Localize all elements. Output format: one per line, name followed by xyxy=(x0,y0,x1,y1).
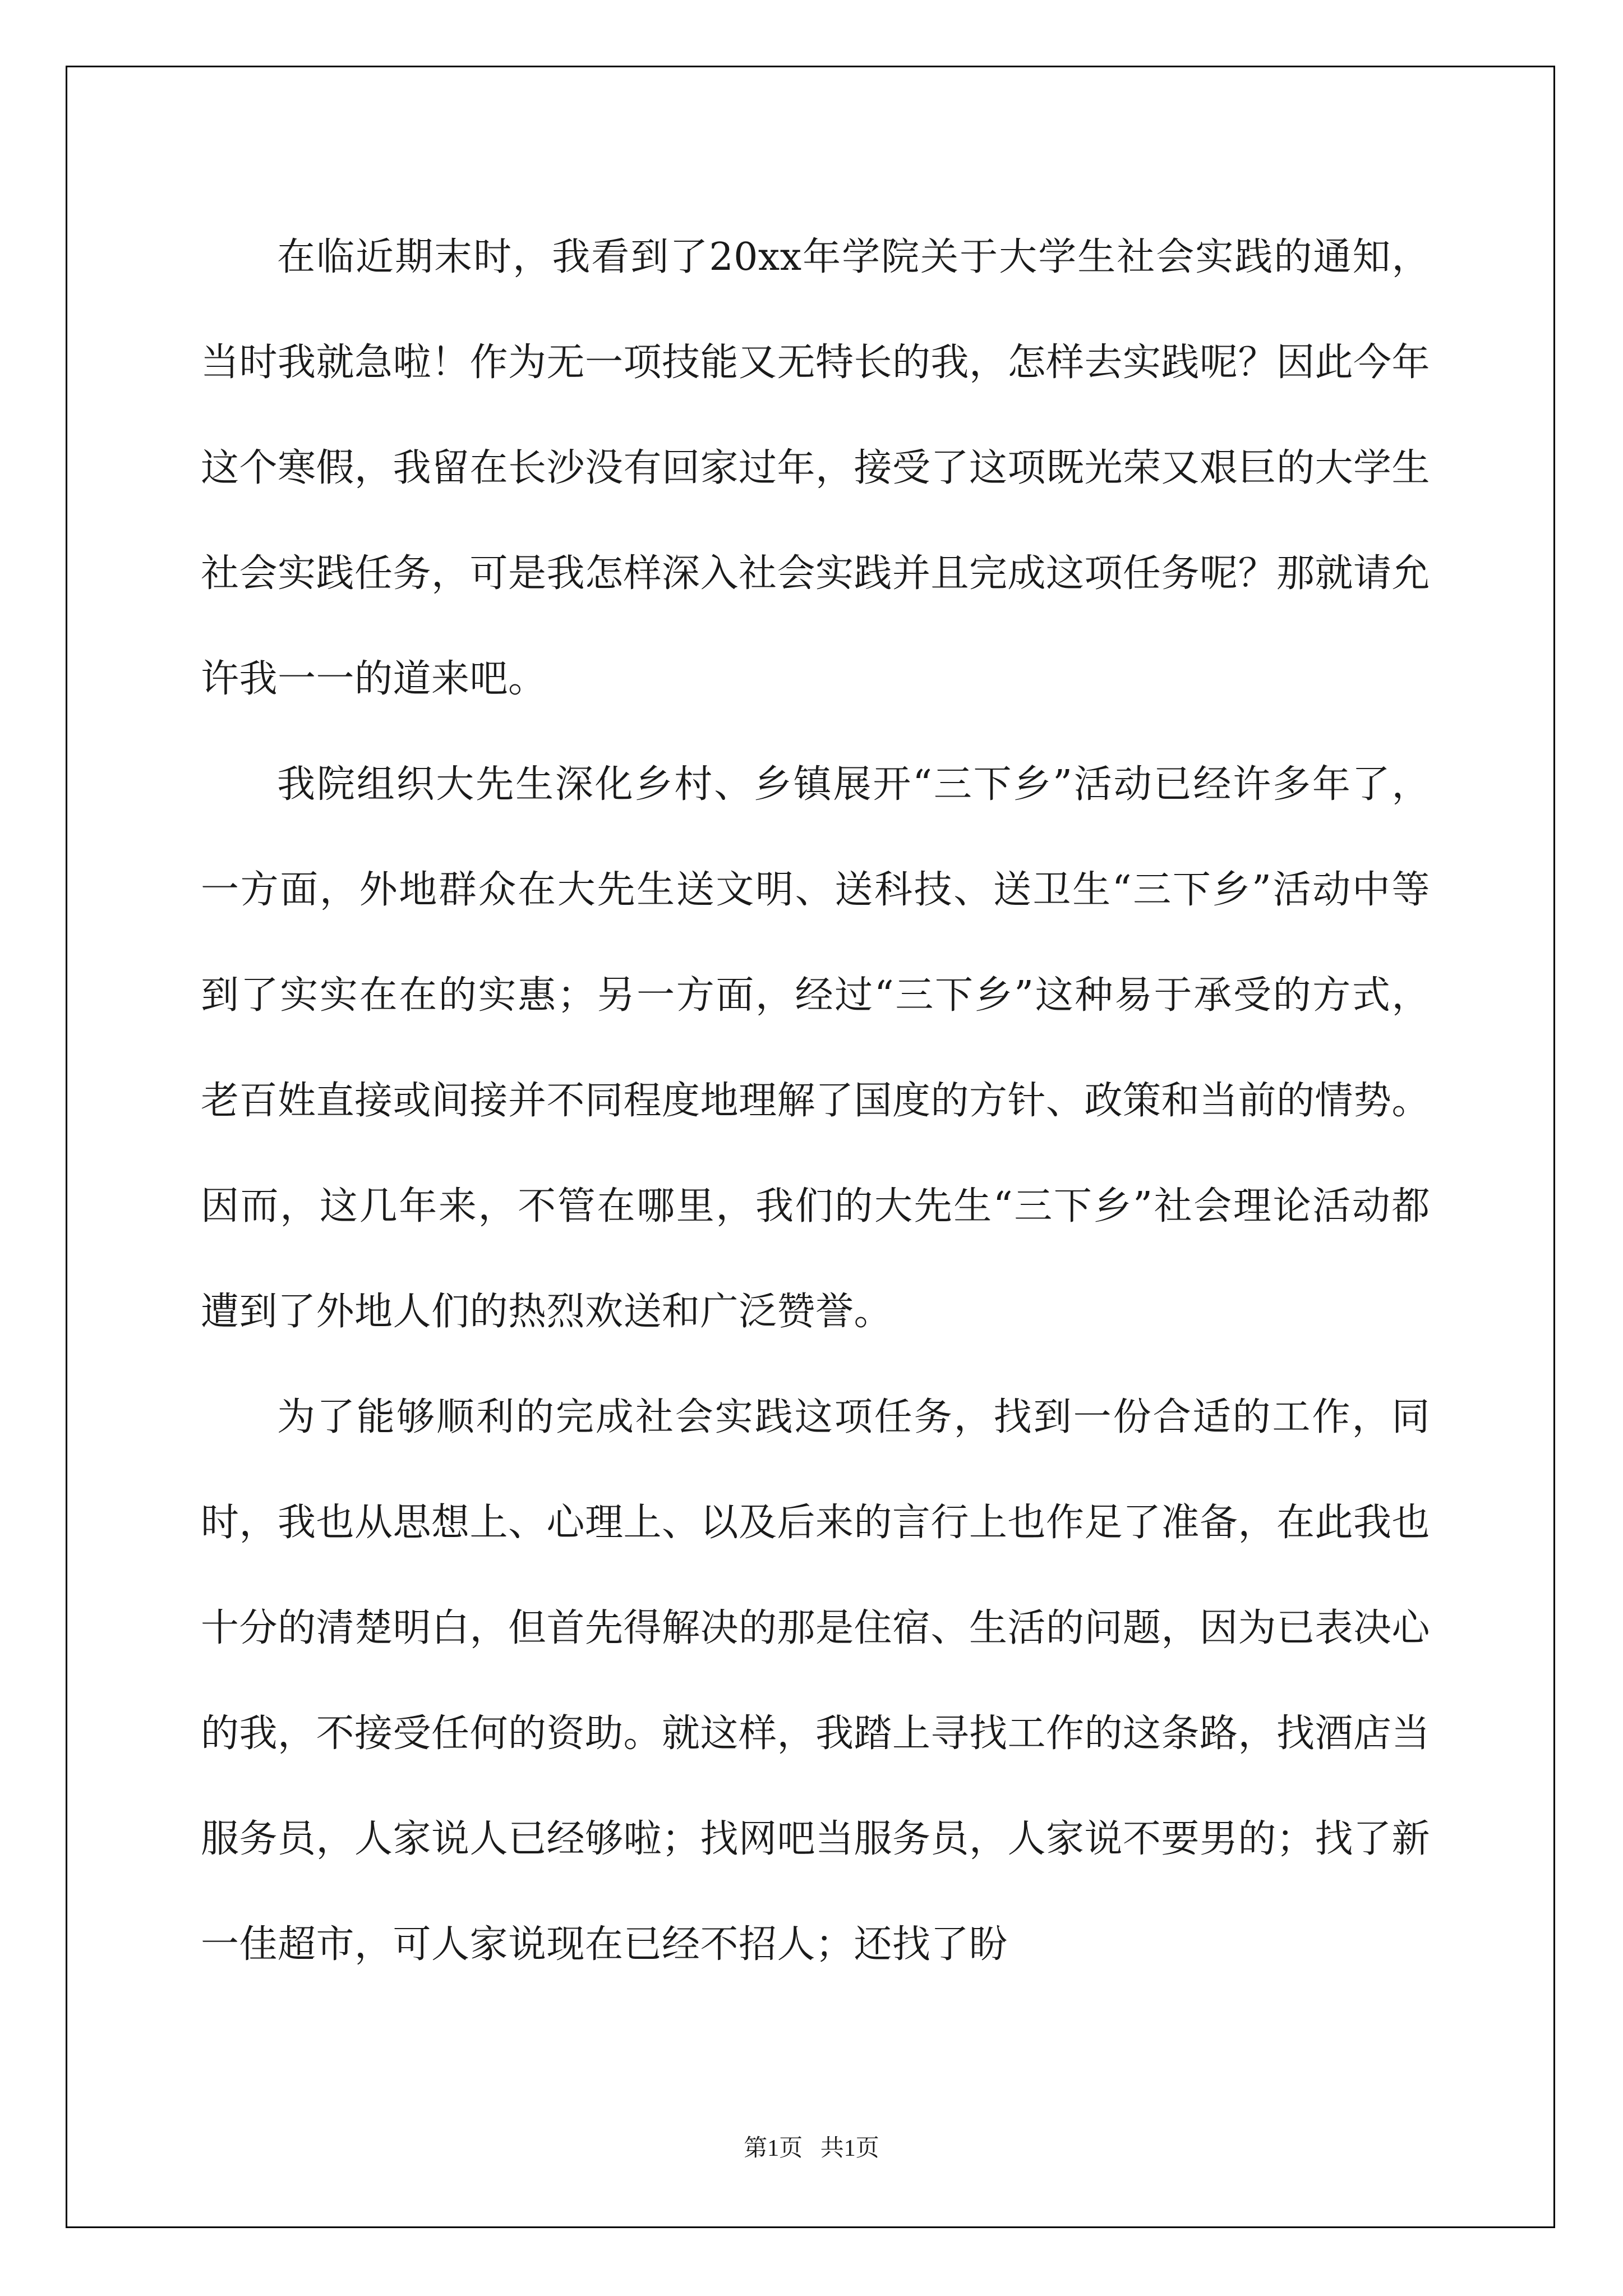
document-body xyxy=(201,205,1430,1998)
page-number: 第1页 xyxy=(744,2136,803,2161)
page-footer xyxy=(0,2132,1623,2165)
page-total: 共1页 xyxy=(820,2136,879,2161)
paragraph-1: 在临近期末时，我看到了20xx年学院关于大学生社会实践的通知，当时我就急啦！作为无一项技能又无特长的我，怎样去实践呢？因此今年这个寒假，我留在长沙没有回家过年，接受了这项既光荣又艰巨的大学生社会实践任务，可是我怎样深入社会实践并且完成这项任务呢？那就请允许我一一的道来吧。 xyxy=(201,235,1431,701)
paragraph-2: 我院组织大先生深化乡村、乡镇展开“三下乡”活动已经许多年了，一方面，外地群众在大先生送文明、送科技、送卫生“三下乡”活动中等到了实实在在的实惠；另一方面，经过“三下乡”这种易于承受的方式，老百姓直接或间接并不同程度地理解了国度的方针、政策和当前的情势。因而，这几年来，不管在哪里，我们的大先生“三下乡”社会理论活动都遭到了外地人们的热烈欢送和广泛赞誉。 xyxy=(201,762,1431,1334)
paragraph-3: 为了能够顺利的完成社会实践这项任务，找到一份合适的工作，同时，我也从思想上、心理上、以及后来的言行上也作足了准备，在此我也十分的清楚明白，但首先得解决的那是住宿、生活的问题，因为已表决心的我，不接受任何的资助。就这样，我踏上寻找工作的这条路，找酒店当服务员，人家说人已经够啦；找网吧当服务员，人家说不要男的；找了新一佳超市，可人家说现在已经不招人；还找了盼 xyxy=(201,1395,1431,1967)
